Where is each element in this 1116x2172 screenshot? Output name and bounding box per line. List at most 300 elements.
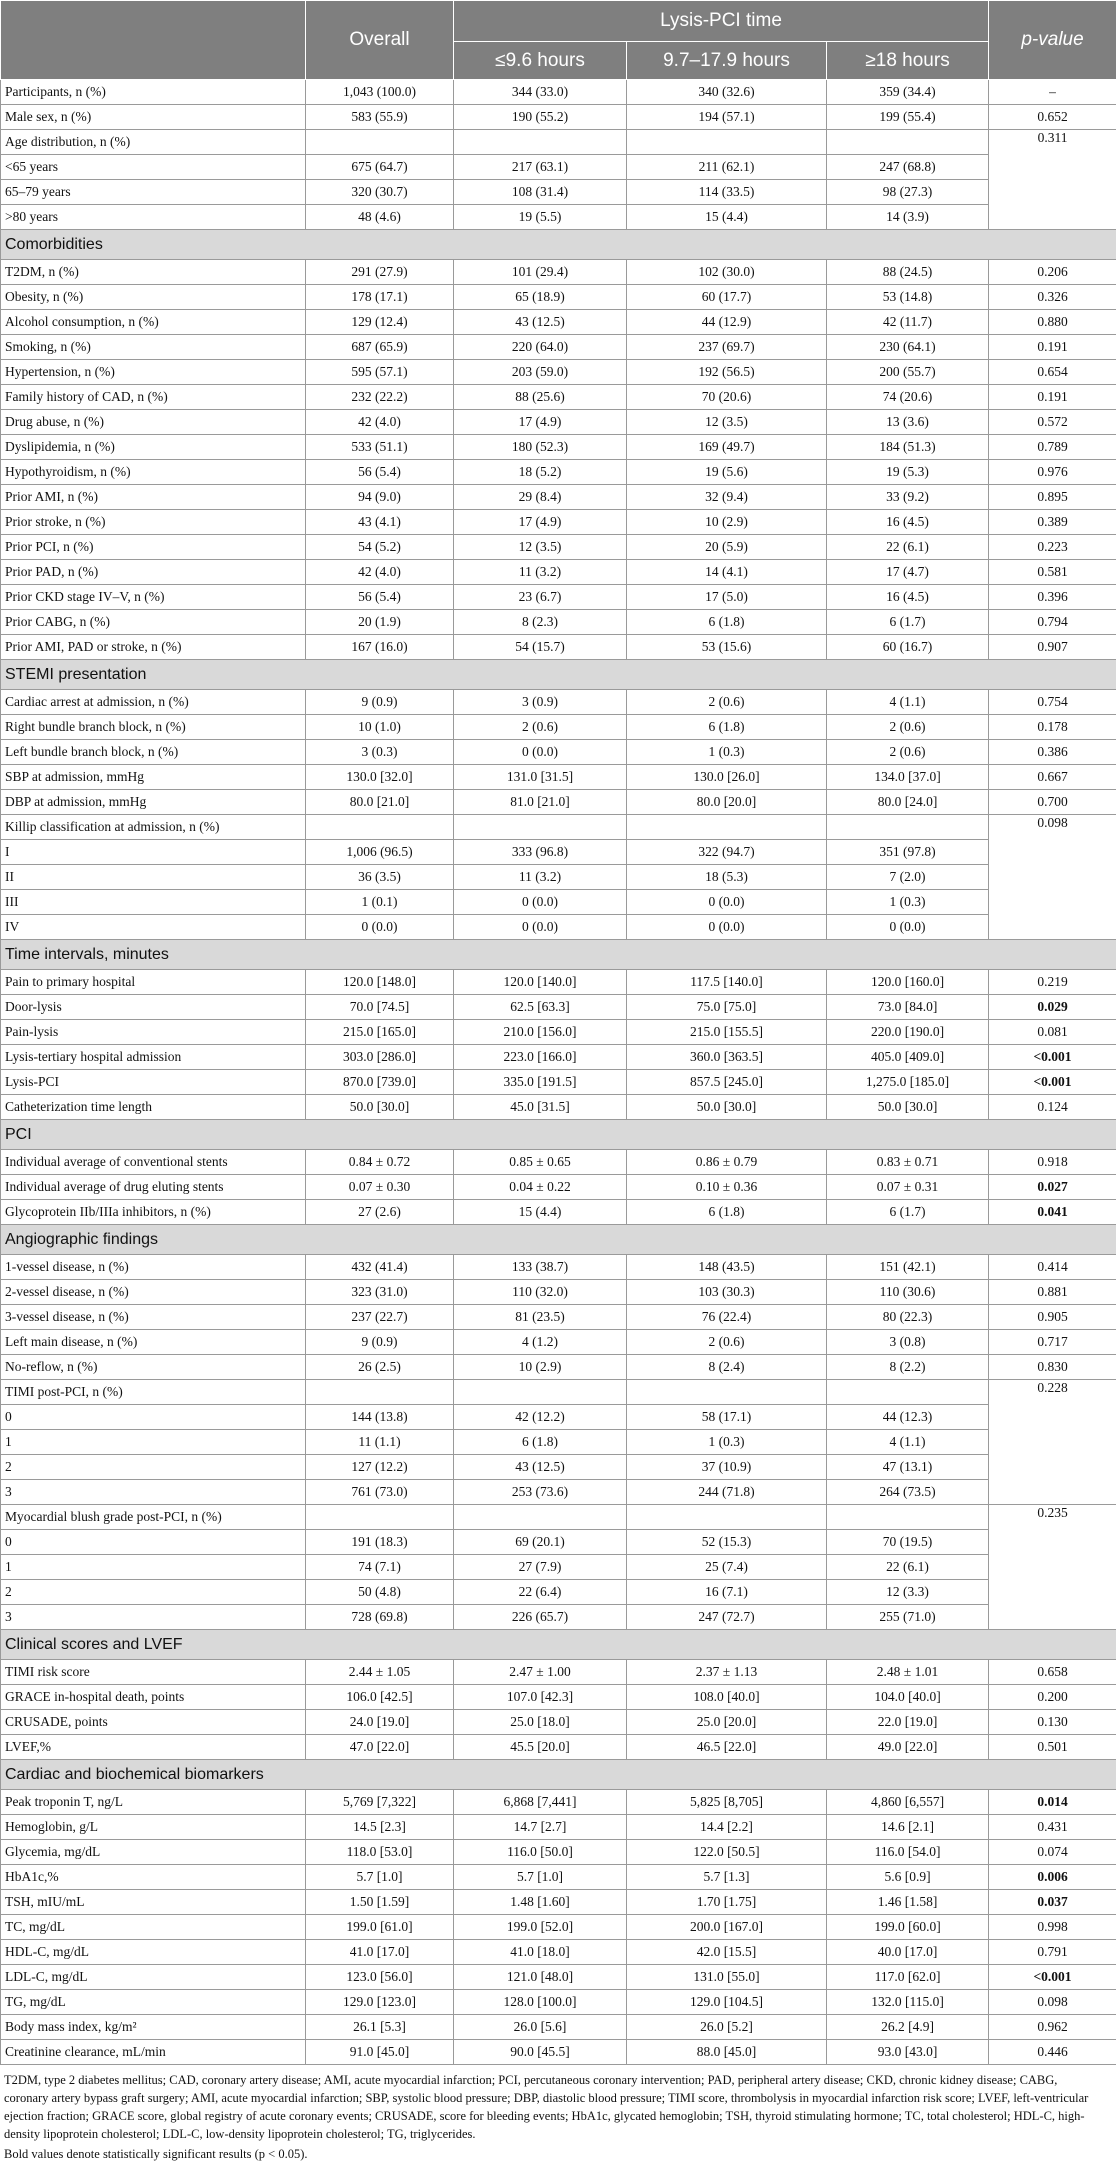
table-row — [1, 310, 1116, 335]
group-2-cell: 44 (12.9) — [627, 310, 827, 335]
group-1-cell: 29 (8.4) — [454, 485, 627, 510]
table-row — [1, 105, 1116, 130]
row-label: Prior CKD stage IV–V, n (%) — [1, 585, 306, 610]
group-1-cell: 88 (25.6) — [454, 385, 627, 410]
group-1-cell: 116.0 [50.0] — [454, 1840, 627, 1865]
group-2-cell: 75.0 [75.0] — [627, 995, 827, 1020]
overall-cell: 14.5 [2.3] — [306, 1815, 454, 1840]
table-row — [1, 335, 1116, 360]
p-value-cell: 0.191 — [989, 335, 1116, 360]
row-label: Lysis-PCI — [1, 1070, 306, 1095]
abbreviations-note: T2DM, type 2 diabetes mellitus; CAD, coronary artery disease; AMI, acute myocardial infarction; PCI, percutaneous coronary intervention; PAD, peripheral artery disease; CKD, chronic kidney disease; CABG, coronary artery bypass graft surgery; AMI, acute myocardial infarction; SBP, systolic blood pressure; DBP, diastolic blood pressure; TIMI score, thrombolysis in myocardial infarction risk score; LVEF, left-ventricular ejection fraction; GRACE score, global registry of acute coronary events; CRUSADE, score for bleeding events; HbA1c, glycated hemoglobin; TSH, thyroid stimulating hormone; TC, total cholesterol; HDL-C, high-density lipoprotein cholesterol; LDL-C, low-density lipoprotein cholesterol; TG, triglycerides. — [4, 2073, 1089, 2141]
group-2-cell: 26.0 [5.2] — [627, 2015, 827, 2040]
table-row — [1, 1990, 1116, 2015]
section-title: Clinical scores and LVEF — [1, 1630, 1116, 1660]
overall-cell: 5,769 [7,322] — [306, 1790, 454, 1815]
p-value-cell: 0.414 — [989, 1255, 1116, 1280]
table-row — [1, 1865, 1116, 1890]
overall-cell: 54 (5.2) — [306, 535, 454, 560]
group-2-cell: 52 (15.3) — [627, 1530, 827, 1555]
overall-cell: 42 (4.0) — [306, 410, 454, 435]
row-label: T2DM, n (%) — [1, 260, 306, 285]
header-lysis-pci-time: Lysis-PCI time — [454, 1, 989, 42]
row-label: GRACE in-hospital death, points — [1, 1685, 306, 1710]
table-row — [1, 585, 1116, 610]
row-label: 2 — [1, 1455, 306, 1480]
group-1-cell: 203 (59.0) — [454, 360, 627, 385]
group-3-cell: 12 (3.3) — [827, 1580, 989, 1605]
group-1-cell: 190 (55.2) — [454, 105, 627, 130]
table-row — [1, 205, 1116, 230]
p-value-cell: 0.311 — [989, 130, 1116, 230]
group-2-cell: 15 (4.4) — [627, 205, 827, 230]
overall-cell: 10 (1.0) — [306, 715, 454, 740]
overall-cell: 56 (5.4) — [306, 585, 454, 610]
row-label: 65–79 years — [1, 180, 306, 205]
group-3-cell — [827, 130, 989, 155]
group-1-cell: 2 (0.6) — [454, 715, 627, 740]
group-1-cell: 27 (7.9) — [454, 1555, 627, 1580]
group-3-cell: 49.0 [22.0] — [827, 1735, 989, 1760]
overall-cell: 3 (0.3) — [306, 740, 454, 765]
group-2-cell — [627, 815, 827, 840]
p-value-cell: 0.905 — [989, 1305, 1116, 1330]
table-row — [1, 765, 1116, 790]
group-1-cell: 43 (12.5) — [454, 310, 627, 335]
p-value-cell: 0.717 — [989, 1330, 1116, 1355]
group-3-cell: 14 (3.9) — [827, 205, 989, 230]
row-label: Smoking, n (%) — [1, 335, 306, 360]
p-value-cell: 0.219 — [989, 970, 1116, 995]
group-2-cell: 130.0 [26.0] — [627, 765, 827, 790]
table-row — [1, 995, 1116, 1020]
overall-cell: 50 (4.8) — [306, 1580, 454, 1605]
p-value-cell: – — [989, 80, 1116, 105]
table-row — [1, 610, 1116, 635]
overall-cell: 120.0 [148.0] — [306, 970, 454, 995]
row-label: 1 — [1, 1430, 306, 1455]
row-label: TIMI post-PCI, n (%) — [1, 1380, 306, 1405]
table-row — [1, 1405, 1116, 1430]
table-row — [1, 690, 1116, 715]
overall-cell: 50.0 [30.0] — [306, 1095, 454, 1120]
group-3-cell: 53 (14.8) — [827, 285, 989, 310]
group-3-cell: 26.2 [4.9] — [827, 2015, 989, 2040]
overall-cell: 36 (3.5) — [306, 865, 454, 890]
group-3-cell: 2 (0.6) — [827, 715, 989, 740]
group-1-cell: 10 (2.9) — [454, 1355, 627, 1380]
table-row — [1, 740, 1116, 765]
group-1-cell: 107.0 [42.3] — [454, 1685, 627, 1710]
group-3-cell: 220.0 [190.0] — [827, 1020, 989, 1045]
overall-cell: 199.0 [61.0] — [306, 1915, 454, 1940]
section-title: STEMI presentation — [1, 660, 1116, 690]
group-1-cell: 6 (1.8) — [454, 1430, 627, 1455]
group-2-cell: 1.70 [1.75] — [627, 1890, 827, 1915]
group-3-cell: 359 (34.4) — [827, 80, 989, 105]
p-value-cell: 0.789 — [989, 435, 1116, 460]
group-1-cell: 11 (3.2) — [454, 560, 627, 585]
group-2-cell: 192 (56.5) — [627, 360, 827, 385]
row-label: Prior stroke, n (%) — [1, 510, 306, 535]
group-1-cell: 226 (65.7) — [454, 1605, 627, 1630]
row-label: Left main disease, n (%) — [1, 1330, 306, 1355]
table-row — [1, 260, 1116, 285]
group-2-cell: 42.0 [15.5] — [627, 1940, 827, 1965]
group-2-cell: 215.0 [155.5] — [627, 1020, 827, 1045]
group-3-cell: 19 (5.3) — [827, 460, 989, 485]
group-1-cell: 220 (64.0) — [454, 335, 627, 360]
group-2-cell: 103 (30.3) — [627, 1280, 827, 1305]
group-3-cell: 50.0 [30.0] — [827, 1095, 989, 1120]
group-2-cell: 5.7 [1.3] — [627, 1865, 827, 1890]
group-2-cell: 25.0 [20.0] — [627, 1710, 827, 1735]
overall-cell: 20 (1.9) — [306, 610, 454, 635]
p-value-cell: 0.235 — [989, 1505, 1116, 1630]
group-2-cell: 0 (0.0) — [627, 915, 827, 940]
header-p-value: p-value — [989, 1, 1116, 80]
group-3-cell: 199 (55.4) — [827, 105, 989, 130]
group-1-cell: 0.04 ± 0.22 — [454, 1175, 627, 1200]
group-1-cell: 2.47 ± 1.00 — [454, 1660, 627, 1685]
row-label: 0 — [1, 1530, 306, 1555]
table-row — [1, 840, 1116, 865]
p-value-cell: 0.895 — [989, 485, 1116, 510]
group-1-cell — [454, 1380, 627, 1405]
group-3-cell: 0.07 ± 0.31 — [827, 1175, 989, 1200]
table-row — [1, 1330, 1116, 1355]
section-header-row — [1, 1630, 1116, 1660]
row-label: Peak troponin T, ng/L — [1, 1790, 306, 1815]
row-label: Pain to primary hospital — [1, 970, 306, 995]
group-2-cell: 12 (3.5) — [627, 410, 827, 435]
group-1-cell: 217 (63.1) — [454, 155, 627, 180]
overall-cell: 687 (65.9) — [306, 335, 454, 360]
row-label: Killip classification at admission, n (%) — [1, 815, 306, 840]
row-label: TG, mg/dL — [1, 1990, 306, 2015]
p-value-cell: 0.962 — [989, 2015, 1116, 2040]
overall-cell: 42 (4.0) — [306, 560, 454, 585]
row-label: 1 — [1, 1555, 306, 1580]
group-2-cell: 8 (2.4) — [627, 1355, 827, 1380]
group-1-cell: 43 (12.5) — [454, 1455, 627, 1480]
group-1-cell: 6,868 [7,441] — [454, 1790, 627, 1815]
table-row — [1, 1255, 1116, 1280]
overall-cell: 130.0 [32.0] — [306, 765, 454, 790]
group-1-cell: 3 (0.9) — [454, 690, 627, 715]
group-2-cell — [627, 1505, 827, 1530]
row-label: 2 — [1, 1580, 306, 1605]
table-row — [1, 790, 1116, 815]
row-label: Prior AMI, PAD or stroke, n (%) — [1, 635, 306, 660]
row-label: Hypertension, n (%) — [1, 360, 306, 385]
table-body — [1, 80, 1116, 2065]
group-1-cell: 90.0 [45.5] — [454, 2040, 627, 2065]
group-1-cell: 22 (6.4) — [454, 1580, 627, 1605]
overall-cell: 1,006 (96.5) — [306, 840, 454, 865]
overall-cell: 595 (57.1) — [306, 360, 454, 385]
p-value-cell: 0.124 — [989, 1095, 1116, 1120]
group-2-cell: 10 (2.9) — [627, 510, 827, 535]
p-value-cell: 0.029 — [989, 995, 1116, 1020]
overall-cell: 320 (30.7) — [306, 180, 454, 205]
p-value-cell: 0.098 — [989, 815, 1116, 940]
row-label: Glycemia, mg/dL — [1, 1840, 306, 1865]
overall-cell: 291 (27.9) — [306, 260, 454, 285]
p-value-cell: 0.223 — [989, 535, 1116, 560]
group-1-cell: 101 (29.4) — [454, 260, 627, 285]
p-value-cell: 0.667 — [989, 765, 1116, 790]
p-value-cell: 0.178 — [989, 715, 1116, 740]
row-label: HDL-C, mg/dL — [1, 1940, 306, 1965]
overall-cell: 41.0 [17.0] — [306, 1940, 454, 1965]
overall-cell: 323 (31.0) — [306, 1280, 454, 1305]
row-label: Individual average of drug eluting stents — [1, 1175, 306, 1200]
row-label: Myocardial blush grade post-PCI, n (%) — [1, 1505, 306, 1530]
p-value-cell: 0.037 — [989, 1890, 1116, 1915]
group-2-cell: 194 (57.1) — [627, 105, 827, 130]
group-2-cell — [627, 130, 827, 155]
group-2-cell: 244 (71.8) — [627, 1480, 827, 1505]
row-label: Pain-lysis — [1, 1020, 306, 1045]
table-row — [1, 435, 1116, 460]
p-value-cell: 0.907 — [989, 635, 1116, 660]
group-1-cell: 121.0 [48.0] — [454, 1965, 627, 1990]
table-row — [1, 890, 1116, 915]
group-2-cell: 340 (32.6) — [627, 80, 827, 105]
table-row — [1, 915, 1116, 940]
table-row — [1, 80, 1116, 105]
overall-cell: 533 (51.1) — [306, 435, 454, 460]
section-title: Cardiac and biochemical biomarkers — [1, 1760, 1116, 1790]
row-label: DBP at admission, mmHg — [1, 790, 306, 815]
group-3-cell: 93.0 [43.0] — [827, 2040, 989, 2065]
overall-cell: 9 (0.9) — [306, 690, 454, 715]
row-label: TC, mg/dL — [1, 1915, 306, 1940]
row-label: Individual average of conventional stents — [1, 1150, 306, 1175]
group-3-cell: 98 (27.3) — [827, 180, 989, 205]
table-row — [1, 510, 1116, 535]
p-value-cell: 0.389 — [989, 510, 1116, 535]
group-3-cell: 230 (64.1) — [827, 335, 989, 360]
group-3-cell: 6 (1.7) — [827, 1200, 989, 1225]
row-label: Alcohol consumption, n (%) — [1, 310, 306, 335]
table-row — [1, 970, 1116, 995]
group-1-cell: 128.0 [100.0] — [454, 1990, 627, 2015]
row-label: LVEF,% — [1, 1735, 306, 1760]
table-row — [1, 1530, 1116, 1555]
group-3-cell: 14.6 [2.1] — [827, 1815, 989, 1840]
group-3-cell: 4 (1.1) — [827, 1430, 989, 1455]
p-value-cell: 0.098 — [989, 1990, 1116, 2015]
group-3-cell: 1 (0.3) — [827, 890, 989, 915]
group-2-cell: 20 (5.9) — [627, 535, 827, 560]
table-row — [1, 1175, 1116, 1200]
group-3-cell: 22.0 [19.0] — [827, 1710, 989, 1735]
table-row — [1, 1940, 1116, 1965]
group-1-cell: 0.85 ± 0.65 — [454, 1150, 627, 1175]
group-3-cell: 132.0 [115.0] — [827, 1990, 989, 2015]
group-3-cell: 184 (51.3) — [827, 435, 989, 460]
group-3-cell: 17 (4.7) — [827, 560, 989, 585]
table-row — [1, 1045, 1116, 1070]
overall-cell: 1,043 (100.0) — [306, 80, 454, 105]
row-label: Creatinine clearance, mL/min — [1, 2040, 306, 2065]
row-label: LDL-C, mg/dL — [1, 1965, 306, 1990]
group-2-cell: 17 (5.0) — [627, 585, 827, 610]
table-row — [1, 815, 1116, 840]
table-row — [1, 1790, 1116, 1815]
overall-cell: 129.0 [123.0] — [306, 1990, 454, 2015]
group-2-cell: 102 (30.0) — [627, 260, 827, 285]
table-row — [1, 1280, 1116, 1305]
group-2-cell: 37 (10.9) — [627, 1455, 827, 1480]
section-title: Time intervals, minutes — [1, 940, 1116, 970]
row-label: Body mass index, kg/m² — [1, 2015, 306, 2040]
overall-cell: 27 (2.6) — [306, 1200, 454, 1225]
group-2-cell: 70 (20.6) — [627, 385, 827, 410]
group-2-cell: 16 (7.1) — [627, 1580, 827, 1605]
table-row — [1, 360, 1116, 385]
table-row — [1, 2040, 1116, 2065]
group-2-cell: 200.0 [167.0] — [627, 1915, 827, 1940]
overall-cell — [306, 1380, 454, 1405]
overall-cell: 167 (16.0) — [306, 635, 454, 660]
p-value-cell: 0.200 — [989, 1685, 1116, 1710]
table-row — [1, 2015, 1116, 2040]
group-2-cell: 857.5 [245.0] — [627, 1070, 827, 1095]
group-1-cell: 0 (0.0) — [454, 890, 627, 915]
table-row — [1, 560, 1116, 585]
group-2-cell: 0.10 ± 0.36 — [627, 1175, 827, 1200]
group-2-cell: 2 (0.6) — [627, 690, 827, 715]
p-value-cell: 0.658 — [989, 1660, 1116, 1685]
group-3-cell: 247 (68.8) — [827, 155, 989, 180]
table-row — [1, 1890, 1116, 1915]
group-2-cell: 76 (22.4) — [627, 1305, 827, 1330]
row-label: Hypothyroidism, n (%) — [1, 460, 306, 485]
overall-cell: 70.0 [74.5] — [306, 995, 454, 1020]
p-value-cell: 0.700 — [989, 790, 1116, 815]
overall-cell: 24.0 [19.0] — [306, 1710, 454, 1735]
overall-cell: 728 (69.8) — [306, 1605, 454, 1630]
group-3-cell: 405.0 [409.0] — [827, 1045, 989, 1070]
group-1-cell: 45.5 [20.0] — [454, 1735, 627, 1760]
p-value-cell: 0.918 — [989, 1150, 1116, 1175]
group-2-cell: 0.86 ± 0.79 — [627, 1150, 827, 1175]
p-value-cell: 0.501 — [989, 1735, 1116, 1760]
table-row — [1, 460, 1116, 485]
group-3-cell: 0.83 ± 0.71 — [827, 1150, 989, 1175]
group-3-cell: 7 (2.0) — [827, 865, 989, 890]
group-3-cell: 120.0 [160.0] — [827, 970, 989, 995]
overall-cell: 1.50 [1.59] — [306, 1890, 454, 1915]
group-3-cell: 104.0 [40.0] — [827, 1685, 989, 1710]
group-3-cell: 16 (4.5) — [827, 510, 989, 535]
group-3-cell: 1.46 [1.58] — [827, 1890, 989, 1915]
group-3-cell: 44 (12.3) — [827, 1405, 989, 1430]
table-row — [1, 1965, 1116, 1990]
p-value-cell: 0.228 — [989, 1380, 1116, 1505]
p-value-cell: 0.880 — [989, 310, 1116, 335]
group-2-cell: 88.0 [45.0] — [627, 2040, 827, 2065]
table-row — [1, 1915, 1116, 1940]
table-row — [1, 485, 1116, 510]
group-1-cell: 110 (32.0) — [454, 1280, 627, 1305]
group-2-cell: 148 (43.5) — [627, 1255, 827, 1280]
overall-cell: 11 (1.1) — [306, 1430, 454, 1455]
overall-cell: 0.84 ± 0.72 — [306, 1150, 454, 1175]
group-1-cell: 131.0 [31.5] — [454, 765, 627, 790]
table-row — [1, 1505, 1116, 1530]
header-group-2: 9.7–17.9 hours — [627, 42, 827, 80]
p-value-cell: 0.794 — [989, 610, 1116, 635]
group-1-cell: 14.7 [2.7] — [454, 1815, 627, 1840]
overall-cell: 215.0 [165.0] — [306, 1020, 454, 1045]
table-row — [1, 1480, 1116, 1505]
group-2-cell: 14 (4.1) — [627, 560, 827, 585]
p-value-cell: 0.130 — [989, 1710, 1116, 1735]
group-3-cell: 116.0 [54.0] — [827, 1840, 989, 1865]
p-value-cell: 0.041 — [989, 1200, 1116, 1225]
p-value-cell: 0.791 — [989, 1940, 1116, 1965]
table-row — [1, 1200, 1116, 1225]
overall-cell: 761 (73.0) — [306, 1480, 454, 1505]
header-overall: Overall — [306, 1, 454, 80]
group-1-cell: 17 (4.9) — [454, 410, 627, 435]
overall-cell: 47.0 [22.0] — [306, 1735, 454, 1760]
group-2-cell: 6 (1.8) — [627, 715, 827, 740]
group-1-cell: 4 (1.2) — [454, 1330, 627, 1355]
group-2-cell: 18 (5.3) — [627, 865, 827, 890]
group-2-cell: 6 (1.8) — [627, 1200, 827, 1225]
group-2-cell: 60 (17.7) — [627, 285, 827, 310]
row-label: TSH, mIU/mL — [1, 1890, 306, 1915]
table-row — [1, 1380, 1116, 1405]
group-3-cell: 73.0 [84.0] — [827, 995, 989, 1020]
group-1-cell: 108 (31.4) — [454, 180, 627, 205]
table-row — [1, 1735, 1116, 1760]
overall-cell: 48 (4.6) — [306, 205, 454, 230]
group-3-cell: 22 (6.1) — [827, 1555, 989, 1580]
p-value-cell: <0.001 — [989, 1070, 1116, 1095]
group-2-cell: 6 (1.8) — [627, 610, 827, 635]
table-row — [1, 1710, 1116, 1735]
group-2-cell: 2 (0.6) — [627, 1330, 827, 1355]
table-row — [1, 1070, 1116, 1095]
overall-cell — [306, 815, 454, 840]
p-value-cell: 0.572 — [989, 410, 1116, 435]
group-3-cell — [827, 1505, 989, 1530]
p-value-cell: <0.001 — [989, 1045, 1116, 1070]
group-1-cell — [454, 130, 627, 155]
table-row — [1, 1815, 1116, 1840]
group-1-cell — [454, 1505, 627, 1530]
section-header-row — [1, 1225, 1116, 1255]
row-label: No-reflow, n (%) — [1, 1355, 306, 1380]
row-label: >80 years — [1, 205, 306, 230]
group-2-cell: 0 (0.0) — [627, 890, 827, 915]
overall-cell: 123.0 [56.0] — [306, 1965, 454, 1990]
group-1-cell: 18 (5.2) — [454, 460, 627, 485]
group-3-cell: 16 (4.5) — [827, 585, 989, 610]
overall-cell: 9 (0.9) — [306, 1330, 454, 1355]
group-1-cell: 45.0 [31.5] — [454, 1095, 627, 1120]
table-row — [1, 1150, 1116, 1175]
group-2-cell: 129.0 [104.5] — [627, 1990, 827, 2015]
p-value-cell: 0.654 — [989, 360, 1116, 385]
header-group-3: ≥18 hours — [827, 42, 989, 80]
